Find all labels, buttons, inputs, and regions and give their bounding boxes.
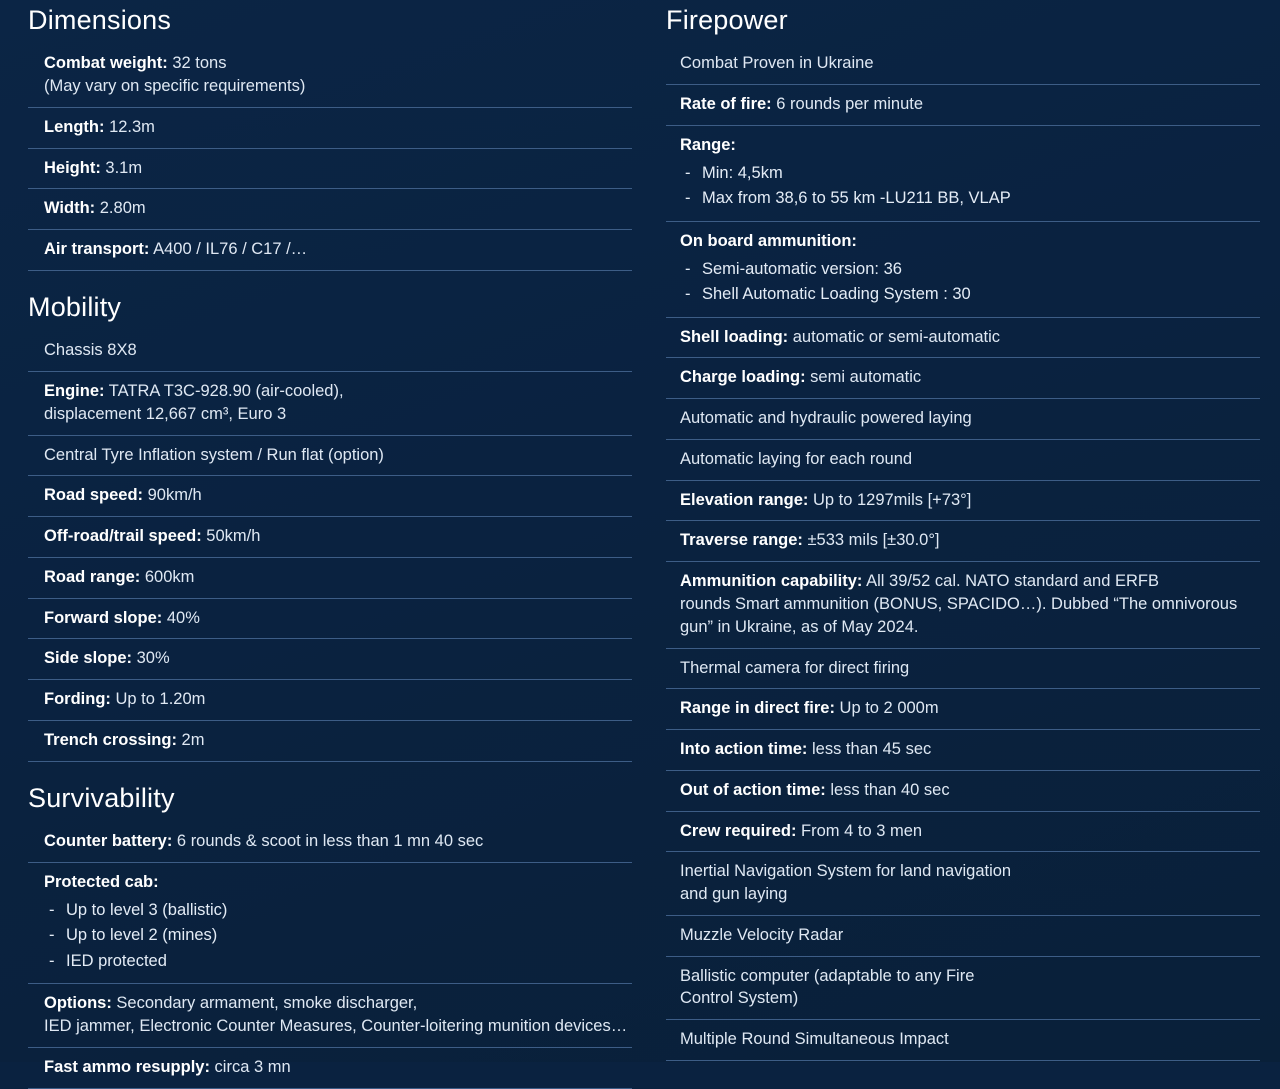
spec-row bbox=[28, 863, 632, 984]
spec-value: TATRA T3C-928.90 (air-cooled), bbox=[104, 382, 344, 401]
spec-label: Fording: bbox=[44, 690, 111, 709]
spec-label: Crew required: bbox=[680, 821, 797, 840]
spec-value: From 4 to 3 men bbox=[796, 821, 923, 840]
spec-value: Combat Proven in Ukraine bbox=[680, 54, 874, 73]
spec-sub-list bbox=[680, 257, 1260, 308]
spec-label: Length: bbox=[44, 117, 105, 136]
spec-value: 12.3m bbox=[104, 117, 155, 136]
spec-sub-item: - Min: 4,5km bbox=[680, 161, 1260, 187]
spec-list-survivability bbox=[28, 822, 632, 1089]
spec-row bbox=[666, 957, 1260, 1021]
spec-sub-item: - Up to level 2 (mines) bbox=[44, 923, 632, 949]
spec-sub-item: - Semi-automatic version: 36 bbox=[680, 257, 1260, 283]
spec-row bbox=[666, 771, 1260, 812]
spec-sub-item: - IED protected bbox=[44, 949, 632, 975]
spec-row bbox=[28, 372, 632, 436]
spec-label: On board ammunition: bbox=[680, 231, 857, 250]
spec-note: displacement 12,667 cm³, Euro 3 bbox=[44, 404, 287, 423]
spec-value: 2m bbox=[176, 730, 205, 749]
spec-value: 32 tons bbox=[167, 54, 227, 73]
left-column bbox=[0, 0, 640, 1076]
spec-value: Chassis 8X8 bbox=[44, 341, 137, 360]
spec-label: Height: bbox=[44, 158, 101, 177]
spec-label: Forward slope: bbox=[44, 608, 163, 627]
spec-value: ±533 mils [±30.0°] bbox=[802, 531, 940, 550]
spec-note: (May vary on specific requirements) bbox=[44, 77, 306, 96]
spec-row bbox=[28, 517, 632, 558]
spec-row bbox=[28, 331, 632, 372]
spec-sub-item: - Up to level 3 (ballistic) bbox=[44, 898, 632, 924]
spec-sub-list bbox=[680, 161, 1260, 212]
spec-row bbox=[28, 149, 632, 190]
spec-value: Thermal camera for direct firing bbox=[680, 658, 910, 677]
spec-row bbox=[666, 521, 1260, 562]
spec-row bbox=[666, 1020, 1260, 1061]
spec-value: 6 rounds & scoot in less than 1 mn 40 sec bbox=[172, 832, 484, 851]
right-column bbox=[640, 0, 1280, 1062]
spec-row bbox=[666, 126, 1260, 222]
spec-label: Combat weight: bbox=[44, 54, 168, 73]
spec-row bbox=[28, 436, 632, 477]
spec-label: Range: bbox=[680, 135, 736, 154]
spec-label: Counter battery: bbox=[44, 832, 173, 851]
section-title-dimensions: Dimensions bbox=[28, 5, 172, 35]
spec-value: Automatic and hydraulic powered laying bbox=[680, 409, 972, 428]
spec-label: Options: bbox=[44, 994, 112, 1013]
spec-value: 50km/h bbox=[201, 527, 261, 546]
spec-label: Elevation range: bbox=[680, 490, 809, 509]
spec-row bbox=[28, 476, 632, 517]
spec-value: semi automatic bbox=[805, 368, 922, 387]
spec-note: Control System) bbox=[680, 989, 799, 1008]
spec-value: Central Tyre Inflation system / Run flat (option) bbox=[44, 445, 384, 464]
spec-value: circa 3 mn bbox=[209, 1057, 291, 1076]
spec-label: Off-road/trail speed: bbox=[44, 527, 202, 546]
spec-row bbox=[28, 639, 632, 680]
spec-row bbox=[28, 108, 632, 149]
spec-row bbox=[28, 822, 632, 863]
spec-row bbox=[666, 399, 1260, 440]
spec-label: Road range: bbox=[44, 567, 141, 586]
spec-label: Fast ammo resupply: bbox=[44, 1057, 210, 1076]
spec-label: Range in direct fire: bbox=[680, 699, 835, 718]
spec-label: Engine: bbox=[44, 382, 105, 401]
spec-label: Shell loading: bbox=[680, 327, 789, 346]
spec-note: rounds Smart ammunition (BONUS, SPACIDO…). Dubbed “The omnivorous gun” in Ukraine, as of May 2024. bbox=[680, 595, 1238, 636]
spec-label: Out of action time: bbox=[680, 780, 826, 799]
spec-value: Ballistic computer (adaptable to any Fire bbox=[680, 966, 975, 985]
spec-row bbox=[28, 44, 632, 108]
spec-row bbox=[666, 562, 1260, 648]
spec-value: 30% bbox=[132, 649, 170, 668]
spec-value: 90km/h bbox=[143, 486, 202, 505]
spec-row bbox=[28, 230, 632, 271]
spec-value: less than 40 sec bbox=[825, 780, 950, 799]
spec-value: 600km bbox=[140, 567, 195, 586]
spec-value: Inertial Navigation System for land navigation bbox=[680, 862, 1012, 881]
spec-label: Ammunition capability: bbox=[680, 572, 863, 591]
spec-value: Up to 2 000m bbox=[834, 699, 939, 718]
spec-value: 3.1m bbox=[100, 158, 143, 177]
spec-row bbox=[28, 721, 632, 762]
spec-list-mobility bbox=[28, 331, 632, 761]
spec-row bbox=[28, 599, 632, 640]
spec-sub-item: - Max from 38,6 to 55 km -LU211 BB, VLAP bbox=[680, 186, 1260, 212]
spec-row bbox=[28, 1048, 632, 1089]
spec-sub-item: - Shell Automatic Loading System : 30 bbox=[680, 282, 1260, 308]
spec-label: Width: bbox=[44, 199, 96, 218]
spec-row bbox=[28, 558, 632, 599]
spec-row bbox=[666, 440, 1260, 481]
spec-row bbox=[666, 916, 1260, 957]
section-title-mobility: Mobility bbox=[28, 291, 122, 322]
spec-value: 40% bbox=[162, 608, 200, 627]
spec-row bbox=[666, 44, 1260, 85]
spec-row bbox=[666, 85, 1260, 126]
spec-row bbox=[666, 852, 1260, 916]
spec-row bbox=[28, 984, 632, 1048]
spec-row bbox=[666, 649, 1260, 690]
spec-value: Automatic laying for each round bbox=[680, 449, 913, 468]
spec-row bbox=[666, 481, 1260, 522]
spec-value: Up to 1.20m bbox=[110, 690, 206, 709]
spec-row bbox=[666, 318, 1260, 359]
spec-row bbox=[666, 689, 1260, 730]
spec-label: Protected cab: bbox=[44, 872, 159, 891]
spec-row bbox=[28, 189, 632, 230]
spec-label: Into action time: bbox=[680, 740, 808, 759]
spec-note: and gun laying bbox=[680, 885, 788, 904]
spec-row bbox=[666, 358, 1260, 399]
spec-value: Multiple Round Simultaneous Impact bbox=[680, 1030, 949, 1049]
spec-value: 6 rounds per minute bbox=[771, 95, 924, 114]
spec-value: 2.80m bbox=[95, 199, 146, 218]
spec-row bbox=[28, 680, 632, 721]
spec-row bbox=[666, 222, 1260, 318]
spec-value: Up to 1297mils [+73°] bbox=[808, 490, 972, 509]
spec-label: Air transport: bbox=[44, 240, 150, 259]
spec-value: Muzzle Velocity Radar bbox=[680, 925, 844, 944]
spec-list-firepower bbox=[666, 44, 1260, 1061]
spec-value: All 39/52 cal. NATO standard and ERFB bbox=[862, 572, 1159, 591]
spec-label: Charge loading: bbox=[680, 368, 806, 387]
spec-label: Trench crossing: bbox=[44, 730, 177, 749]
spec-label: Road speed: bbox=[44, 486, 144, 505]
spec-list-dimensions bbox=[28, 44, 632, 271]
spec-value: Secondary armament, smoke discharger, bbox=[111, 994, 418, 1013]
section-title-survivability: Survivability bbox=[28, 782, 175, 813]
section-title-firepower: Firepower bbox=[666, 5, 788, 35]
spec-label: Rate of fire: bbox=[680, 95, 772, 114]
spec-value: automatic or semi-automatic bbox=[788, 327, 1000, 346]
spec-note: IED jammer, Electronic Counter Measures, Counter-loitering munition devices… bbox=[44, 1017, 628, 1036]
spec-row bbox=[666, 812, 1260, 853]
spec-label: Traverse range: bbox=[680, 531, 803, 550]
spec-label: Side slope: bbox=[44, 649, 133, 668]
spec-value: A400 / IL76 / C17 /… bbox=[149, 240, 308, 259]
spec-sub-list bbox=[44, 898, 632, 975]
spec-value: less than 45 sec bbox=[807, 740, 932, 759]
spec-row bbox=[666, 730, 1260, 771]
